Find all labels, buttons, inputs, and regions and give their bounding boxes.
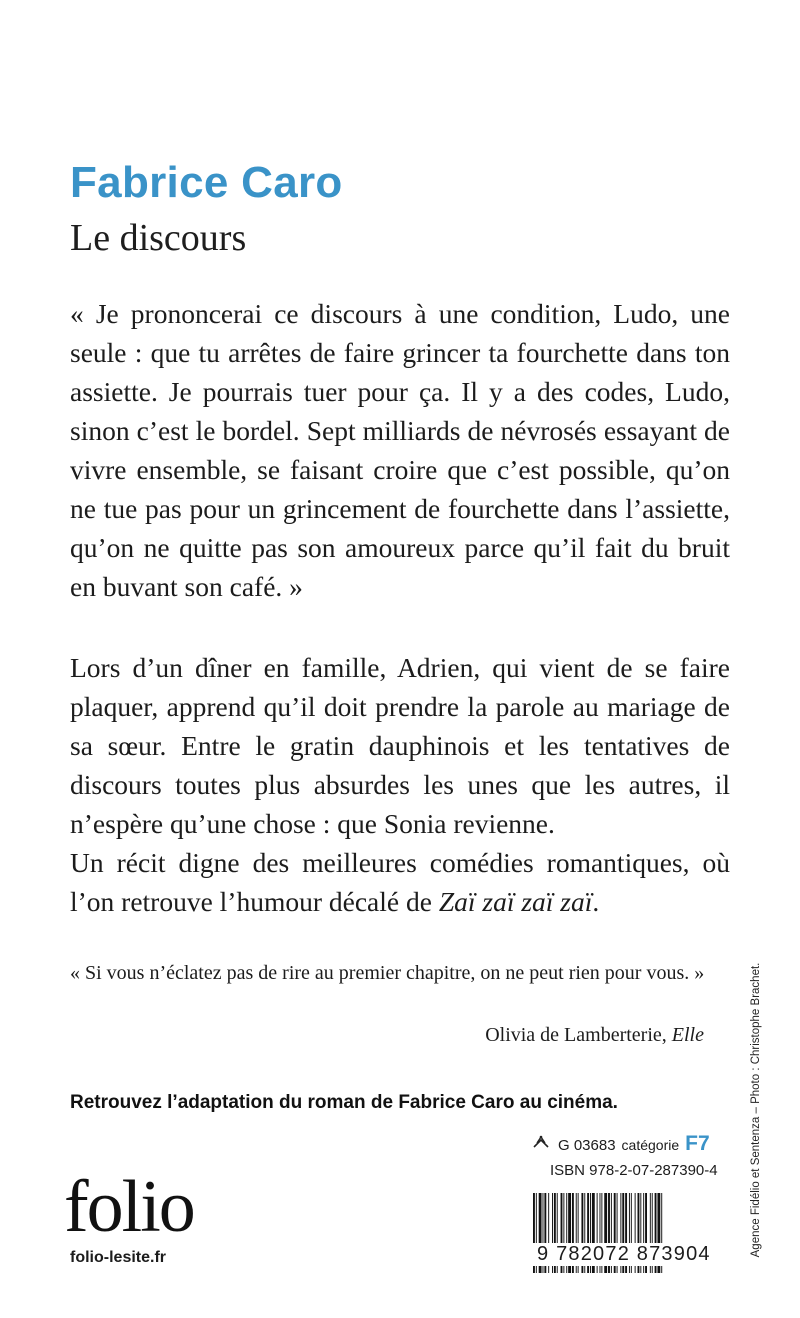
book-symbol-icon <box>532 1134 552 1150</box>
photo-credit-container <box>726 950 786 1270</box>
summary-closing-period: . <box>592 886 600 917</box>
cinema-adaptation-note: Retrouvez l’adaptation du roman de Fabrice Caro au cinéma. <box>70 1092 618 1113</box>
isbn: ISBN 978-2-07-287390-4 <box>550 1162 718 1179</box>
press-review-quote: « Si vous n’éclatez pas de rire au premier chapitre, on ne peut rien pour vous. » <box>70 962 705 984</box>
excerpt-quote: « Je prononcerai ce discours à une condition, Ludo, une seule : que tu arrêtes de faire grincer ta fourchette dans ton assiette. Je pourrais tuer pour ça. Il y a des codes, Ludo, sinon c’est le bordel. Sept milliards de névrosés essayant de vivre ensemble, se faisant croire que c’est possible, qu’on ne tue pas pour un grincement de fourchette dans l’assiette, qu’on ne quitte pas son amoureux parce qu’il fait du bruit en buvant son café. » <box>70 298 730 602</box>
folio-logo: folio <box>64 1166 194 1248</box>
press-review-source <box>485 1024 704 1047</box>
book-title: Le discours <box>70 217 247 259</box>
category-label: catégorie <box>621 1137 680 1153</box>
summary-closing-text: Un récit digne des meilleures comédies romantiques, où l’on retrouve l’humour décalé de <box>70 847 730 917</box>
barcode-digits: 9 782072 873904 <box>533 1243 723 1266</box>
referenced-book-title: Zaï zaï zaï zaï <box>438 886 593 917</box>
price-category: F7 <box>685 1132 710 1155</box>
press-review-author: Olivia de Lamberterie, <box>485 1024 672 1046</box>
book-summary-closing <box>70 843 730 921</box>
catalog-code-row <box>532 1132 710 1156</box>
author-name: Fabrice Caro <box>70 158 343 207</box>
photo-credit: Agence Fidélio et Sentenza – Photo : Christophe Brachet. <box>750 962 762 1258</box>
book-summary: Lors d’un dîner en famille, Adrien, qui vient de se faire plaquer, apprend qu’il doit prendre la parole au mariage de sa sœur. Entre le gratin dauphinois et les tentatives de discours toutes plus absurdes les unes que les autres, il n’espère qu’une chose : que Sonia revienne. <box>70 652 730 839</box>
catalog-code: G 03683 <box>558 1137 616 1154</box>
press-review-magazine: Elle <box>671 1024 704 1046</box>
publisher-website: folio-lesite.fr <box>70 1249 167 1266</box>
